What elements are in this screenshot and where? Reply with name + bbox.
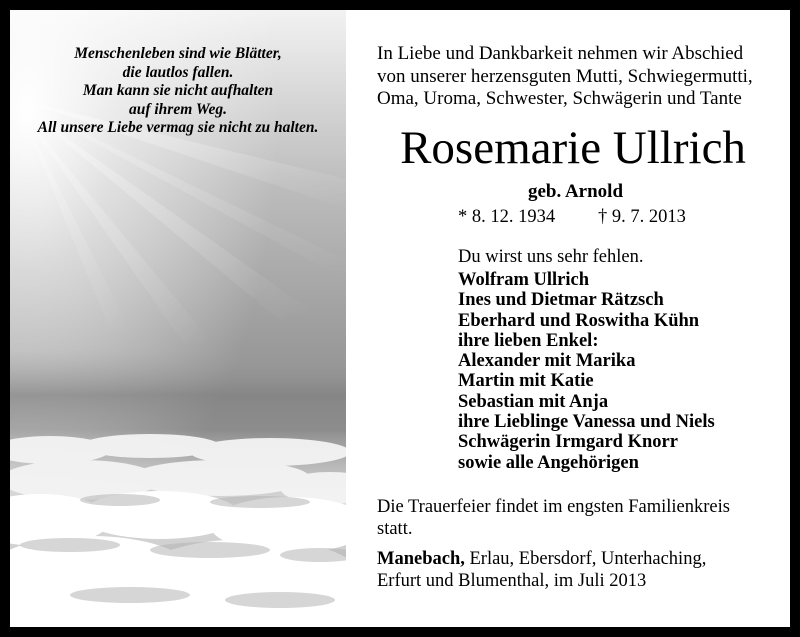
places-rest: Erlau, Ebersdorf, Unterhaching, bbox=[464, 549, 707, 569]
death-date: † 9. 7. 2013 bbox=[598, 207, 686, 227]
places-line-1 bbox=[377, 549, 775, 571]
deceased-name: Rosemarie Ullrich bbox=[400, 122, 746, 174]
intro-text bbox=[377, 43, 775, 111]
intro-line: In Liebe und Dankbarkeit nehmen wir Abschied bbox=[377, 43, 744, 64]
mourner-entry: Martin mit Katie bbox=[458, 371, 594, 392]
mourners-list bbox=[458, 270, 715, 473]
mourner-entry: ihre Lieblinge Vanessa und Niels bbox=[458, 412, 715, 433]
places-and-date bbox=[377, 549, 775, 592]
places-line-2: Erfurt und Blumenthal, im Juli 2013 bbox=[377, 570, 647, 591]
mourner-entry: Eberhard und Roswitha Kühn bbox=[458, 310, 700, 331]
mourner-entry: Wolfram Ullrich bbox=[458, 270, 590, 290]
places-lead: Manebach, bbox=[377, 549, 465, 569]
funeral-notice bbox=[377, 497, 775, 540]
intro-line: Oma, Uroma, Schwester, Schwägerin und Tante bbox=[377, 88, 742, 109]
mourner-entry: Sebastian mit Anja bbox=[458, 391, 609, 412]
maiden-name: geb. Arnold bbox=[528, 181, 624, 202]
funeral-line: statt. bbox=[377, 518, 413, 539]
mourner-entry: sowie alle Angehörigen bbox=[458, 452, 639, 473]
poem bbox=[10, 45, 346, 138]
funeral-line: Die Trauerfeier findet im engsten Familienkreis bbox=[377, 497, 730, 517]
mourner-entry: Ines und Dietmar Rätzsch bbox=[458, 290, 664, 311]
mourner-entry: ihre lieben Enkel: bbox=[458, 330, 599, 351]
poem-line: Man kann sie nicht aufhalten bbox=[82, 82, 274, 99]
birth-date: * 8. 12. 1934 bbox=[458, 207, 556, 227]
farewell-line: Du wirst uns sehr fehlen. bbox=[458, 247, 644, 267]
poem-line: die lautlos fallen. bbox=[122, 63, 234, 81]
poem-line: auf ihrem Weg. bbox=[128, 100, 228, 118]
poem-line: Menschenleben sind wie Blätter, bbox=[74, 45, 282, 62]
intro-line: von unserer herzensguten Mutti, Schwiegermutti, bbox=[377, 65, 753, 87]
poem-line: All unsere Liebe vermag sie nicht zu halten. bbox=[37, 119, 319, 136]
mourner-entry: Schwägerin Irmgard Knorr bbox=[458, 432, 678, 453]
mourner-entry: Alexander mit Marika bbox=[458, 351, 636, 372]
